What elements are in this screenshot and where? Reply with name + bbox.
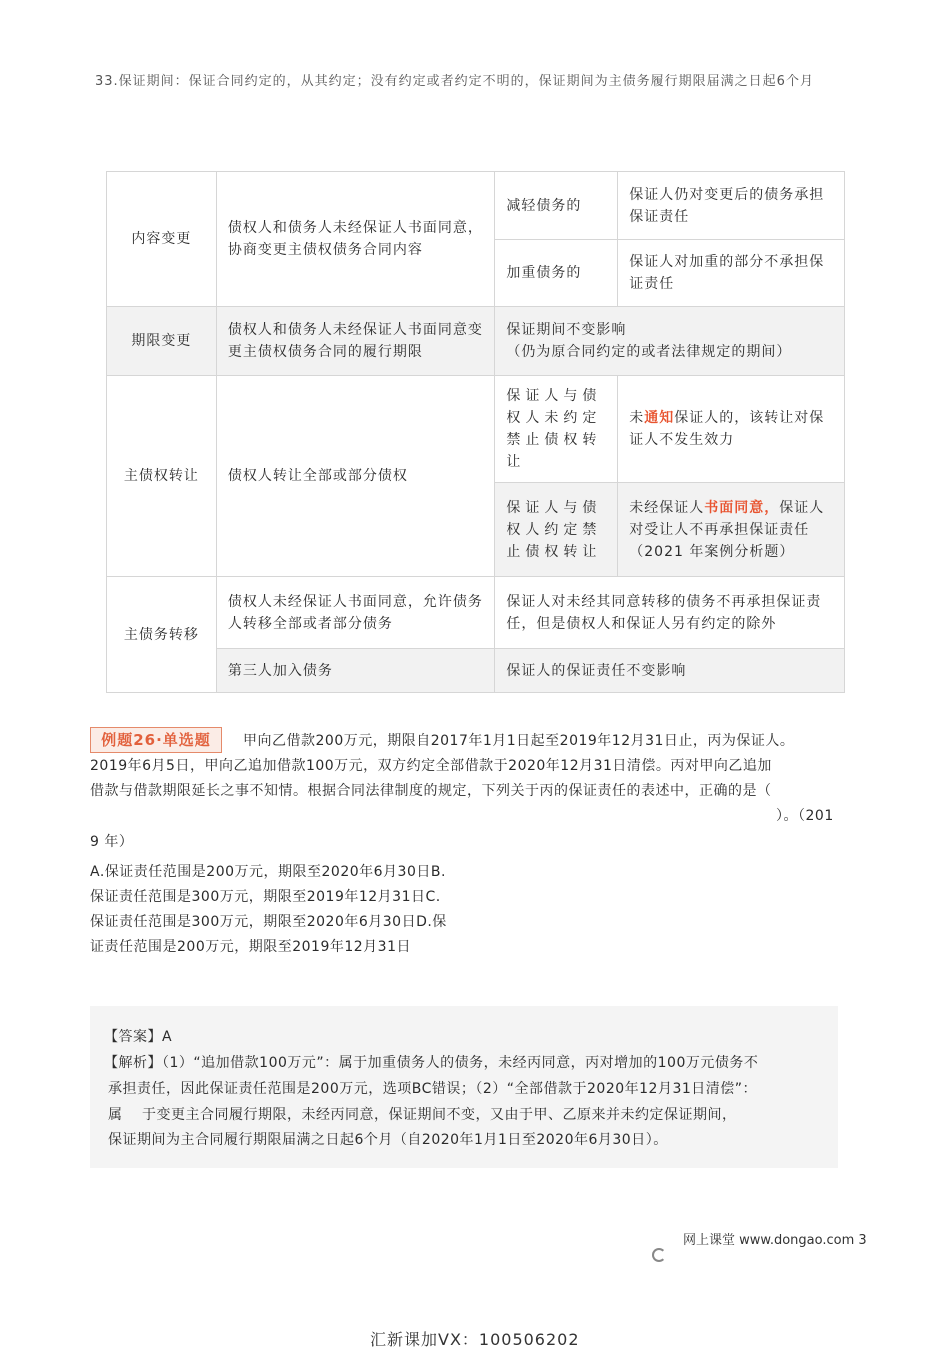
question-line-3: 借款与借款期限延长之事不知情。根据合同法律制度的规定，下列关于丙的保证责任的表述中，正确的是（: [90, 783, 772, 799]
increase-result: 保证人对加重的部分不承担保证责任: [618, 240, 845, 307]
row-title-content-change: 内容变更: [107, 172, 217, 307]
creditor-case1-result: 未通知保证人的，该转让对保证人不发生效力: [618, 376, 845, 483]
term-change-condition: 债权人和债务人未经保证人书面同意变更主债权债务合同的履行期限: [216, 307, 495, 376]
table-row: [107, 649, 845, 693]
analysis-line-3: 属 于变更主合同履行期限，未经丙同意，保证期间不变，又由于甲、乙原来并未约定保证期间，: [108, 1107, 737, 1123]
analysis-line-1: 【解析】（1）“追加借款100万元”：属于加重债务人的债务，未经丙同意，丙对增加的100万元债务不: [104, 1055, 759, 1071]
highlight-notify: 通知: [644, 410, 675, 426]
header-fragment: 33.保证期间：保证合同约定的，从其约定；没有约定或者约定不明的，保证期间为主债务履行期限届满之日起6个月: [95, 74, 814, 89]
question-badge: 例题26·单选题: [90, 727, 222, 753]
answer-line: 【答案】A: [104, 1029, 173, 1045]
increase-label: 加重债务的: [495, 240, 618, 307]
guarantee-rules-table: [106, 171, 845, 693]
answer-box: [90, 1006, 838, 1168]
question-line-4: ）。（201: [776, 808, 834, 824]
debt-transfer-result1: 保证人对未经其同意转移的债务不再承担保证责任，但是债权人和保证人另有约定的除外: [495, 577, 845, 649]
question-line-2: 2019年6月5日，甲向乙追加借款100万元，双方约定全部借款于2020年12月31日清偿。丙对甲向乙追加: [90, 758, 772, 774]
analysis-line-2: 承担责任，因此保证责任范围是200万元，选项BC错误；（2）“全部借款于2020年12月31日清偿”：: [108, 1081, 758, 1097]
table-row: [107, 577, 845, 649]
creditor-case2-result: 未经保证人书面同意，保证人对受让人不再承担保证责任（2021 年案例分析题）: [618, 483, 845, 577]
question-line-5: 9 年）: [90, 834, 134, 850]
creditor-transfer-condition: 债权人转让全部或部分债权: [216, 376, 495, 577]
bottom-fragment: 汇新课加VX：100506202: [370, 1330, 580, 1349]
analysis-line-4: 保证期间为主合同履行期限届满之日起6个月（自2020年1月1日至2020年6月30日）。: [108, 1132, 668, 1148]
table-row: [107, 172, 845, 240]
row-title-term-change: 期限变更: [107, 307, 217, 376]
highlight-written-consent: 书面同意，: [704, 499, 780, 516]
page-footer: 网上课堂 www.dongao.com 3: [683, 1233, 867, 1248]
debt-transfer-result2: 保证人的保证责任不变影响: [495, 649, 845, 693]
table-row: [107, 307, 845, 376]
watermark-icon: [652, 1248, 666, 1262]
row-title-debt-transfer: 主债务转移: [107, 577, 217, 693]
debt-transfer-condition2: 第三人加入债务: [216, 649, 495, 693]
term-change-result: 保证期间不变影响 （仍为原合同约定的或者法律规定的期间）: [495, 307, 845, 376]
content-change-condition: 债权人和债务人未经保证人书面同意，协商变更主债权债务合同内容: [216, 172, 495, 307]
creditor-case1-label: 保证人与债权人未约定禁止债权转让: [495, 376, 618, 483]
reduce-result: 保证人仍对变更后的债务承担保证责任: [618, 172, 845, 240]
creditor-case2-label: 保证人与债权人约定禁止债权转让: [495, 483, 618, 577]
debt-transfer-condition1: 债权人未经保证人书面同意，允许债务人转移全部或者部分债务: [216, 577, 495, 649]
table-row: [107, 376, 845, 483]
question-options: A.保证责任范围是200万元，期限至2020年6月30日B.保证责任范围是300万元，期限至2019年12月31日C.保证责任范围是300万元，期限至2020年6月30日D.保证责任范围是200万元，期限至2019年12月31日: [90, 864, 447, 955]
reduce-label: 减轻债务的: [495, 172, 618, 240]
question-line-1: 甲向乙借款200万元，期限自2017年1月1日起至2019年12月31日止，丙为保证人。: [243, 733, 795, 749]
row-title-creditor-transfer: 主债权转让: [107, 376, 217, 577]
